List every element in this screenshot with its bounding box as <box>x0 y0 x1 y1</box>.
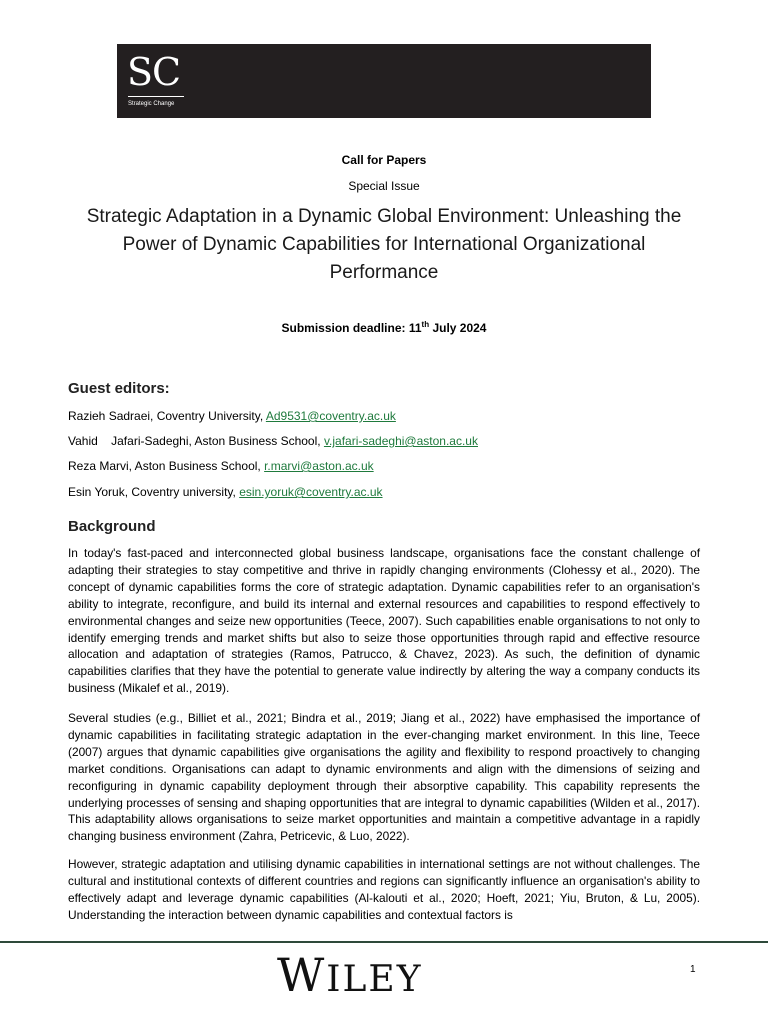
background-paragraph: Several studies (e.g., Billiet et al., 2021; Bindra et al., 2019; Jiang et al., 2022) have emphasised the importance of dynamic capabilities in facilitating strategic adaptation in the ever-changing market environment. In this line, Teece (2007) argues that dynamic capabilities give organisations the agility and flexibility to respond proactively to changing market conditions. Organisations can adapt to dynamic environments and align with the dimensions of seizing and reconfiguring in dynamic capability deployment through their absorptive capability. This capability represents the underlying processes of sensing and shaping opportunities that are integral to dynamic capabilities (Wilden et al., 2017). This adaptability allows organisations to seize market opportunities and maintain a competitive advantage in a rapidly changing business environment (Zahra, Petricevic, & Luo, 2022). <box>68 711 700 844</box>
page-number: 1 <box>690 964 696 975</box>
editor-name: Razieh Sadraei, Coventry University, <box>68 409 266 423</box>
background-paragraph: However, strategic adaptation and utilising dynamic capabilities in international settings are not without challenges. The cultural and institutional contexts of different countries and regions can significantly influence an organisation's ability to effectively adapt and leverage dynamic capabilities (Al-kalouti et al., 2020; Hoeft, 2021; Yiu, Bruton, & Lu, 2005). Understanding the interaction between dynamic capabilities and contextual factors is <box>68 857 700 922</box>
editor-name: Esin Yoruk, Coventry university, <box>68 485 240 499</box>
special-issue-label: Special Issue <box>348 179 420 193</box>
guest-editors-heading: Guest editors: <box>68 380 170 397</box>
publisher-logo <box>277 947 467 1003</box>
editor-line <box>68 484 383 500</box>
logo-letters: SC <box>127 50 181 94</box>
editor-name: Vahid Jafari-Sadeghi, Aston Business School, <box>68 434 324 448</box>
footer-divider <box>0 941 768 943</box>
background-paragraph: In today's fast-paced and interconnected global business landscape, organisations face the constant challenge of adapting their strategies to stay competitive and thrive in rapidly changing environments (Clohessy et al., 2020). The concept of dynamic capabilities forms the core of strategic adaptation. Dynamic capabilities refer to an organisation's ability to integrate, reconfigure, and build its internal and external resources and capabilities to respond effectively to environmental changes and seize new opportunities (Teece, 2007). Such capabilities enable organisations to not only to identify emerging trends and market shifts but also to seize those opportunities through rapid and effective resource allocation and adaptation of strategies (Ramos, Patrucco, & Chavez, 2023). As such, the definition of dynamic capabilities clarifies that they have the potential to generate value indirectly by altering the way a company conducts its business (Mikalef et al., 2019). <box>68 546 700 696</box>
logo-rule <box>128 96 184 97</box>
publisher-initial: W <box>277 948 327 1002</box>
logo-subtitle: Strategic Change <box>128 101 175 107</box>
editor-email-link[interactable]: esin.yoruk@coventry.ac.uk <box>239 485 383 499</box>
editor-email-link[interactable]: v.jafari-sadeghi@aston.ac.uk <box>323 434 478 448</box>
submission-deadline <box>0 320 768 336</box>
journal-banner <box>117 44 651 118</box>
background-heading: Background <box>68 518 156 535</box>
deadline-label: Submission deadline: 11 <box>281 321 422 335</box>
editor-email-link[interactable]: Ad9531@coventry.ac.uk <box>265 409 396 423</box>
deadline-rest: July 2024 <box>429 321 487 335</box>
editor-line <box>68 408 396 424</box>
deadline-superscript: th <box>421 320 430 329</box>
editor-name: Reza Marvi, Aston Business School, <box>68 459 265 473</box>
journal-logo <box>127 50 187 112</box>
editor-line <box>68 433 478 449</box>
editor-line <box>68 458 374 474</box>
publisher-rest: ILEY <box>326 959 423 1000</box>
editor-email-link[interactable]: r.marvi@aston.ac.uk <box>264 459 374 473</box>
call-for-papers: Call for Papers <box>341 153 427 167</box>
issue-title: Strategic Adaptation in a Dynamic Global Environment: Unleashing the Power of Dynamic Capabilities for International Organizational Performance <box>86 206 682 283</box>
